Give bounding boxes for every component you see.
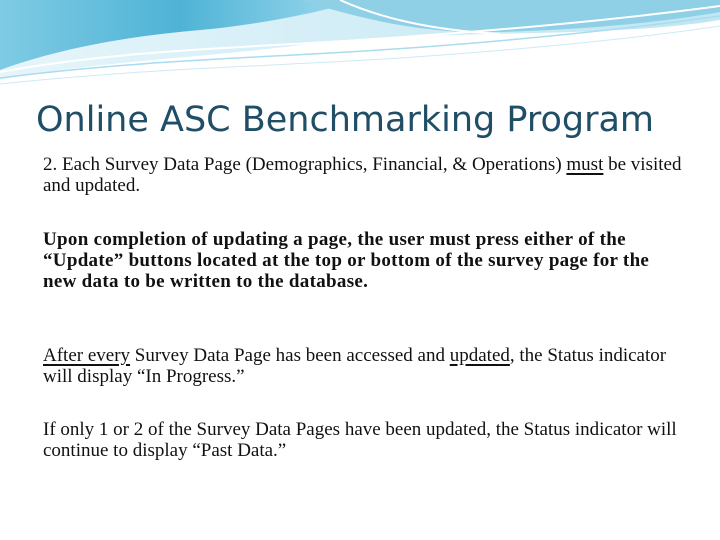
p1-text-end: be visited and updated.: [43, 154, 682, 196]
paragraph-past-data: If only 1 or 2 of the Survey Data Pages have been updated, the Status indicator will continue to display “Past Data.”: [43, 419, 677, 461]
wave-header-decoration: [0, 0, 720, 90]
p1-emphasis-must: must: [566, 154, 604, 175]
paragraph-survey-pages: [43, 154, 683, 196]
paragraph-in-progress: [43, 345, 683, 387]
paragraph-update-buttons: Upon completion of updating a page, the user must press either of the “Update” buttons located at the top or bottom of the survey page for the new data to be written to the database.: [43, 229, 650, 292]
p1-text-start: 2. Each Survey Data Page (Demographics, Financial, & Operations): [43, 154, 567, 175]
p3-text-end: , the Status indicator will display “In Progress.”: [43, 345, 667, 387]
p3-text-middle: Survey Data Page has been accessed and: [130, 345, 450, 366]
p3-emphasis-updated: updated: [449, 345, 510, 366]
p3-emphasis-after-every: After every: [43, 345, 131, 366]
slide-title: Online ASC Benchmarking Program: [36, 100, 655, 140]
